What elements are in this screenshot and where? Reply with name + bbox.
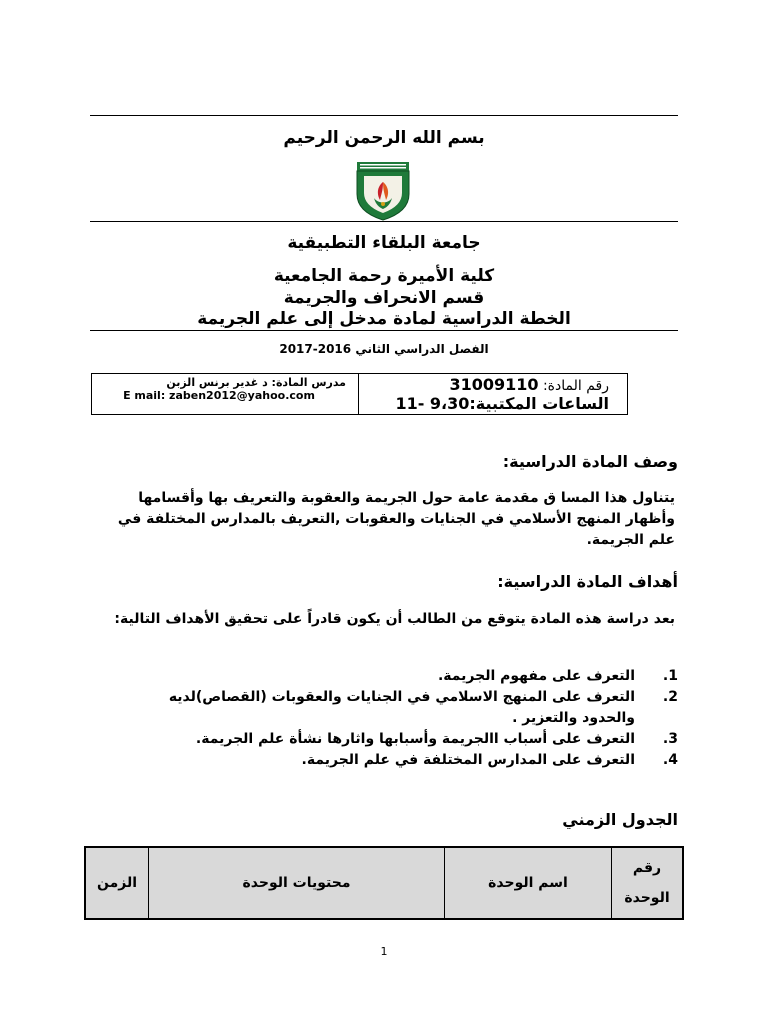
- teacher-cell: [92, 374, 358, 414]
- header-rule: [90, 221, 678, 222]
- goal-number: 3.: [662, 731, 678, 747]
- course-number-label: رقم المادة:: [542, 378, 609, 394]
- column-header-time: الزمن: [85, 847, 149, 919]
- goal-text: التعرف على مفهوم الجريمة.: [437, 668, 635, 684]
- university-name: جامعة البلقاء التطبيقية: [287, 233, 481, 253]
- description-text: يتناول هذا المسا ق مقدمة عامة حول الجريمة والعقوبة والتعريف بها وأقسامها وأظهار المنهج الأسلامي في الجنايات والعقوبات ,التعريف بالمدارس المختلفة في علم الجريمة.: [117, 490, 675, 548]
- course-info-box: [91, 373, 628, 415]
- goal-item: [118, 750, 678, 771]
- course-number: 31009110: [449, 375, 539, 394]
- goal-number: 4.: [662, 752, 678, 768]
- department-name: قسم الانحراف والجريمة: [283, 288, 485, 308]
- page-number: 1: [380, 945, 388, 958]
- goal-text: التعرف على المدارس المختلفة في علم الجريمة.: [301, 752, 635, 768]
- title-rule: [90, 330, 678, 331]
- goals-list: [118, 666, 678, 771]
- description-heading: وصف المادة الدراسية:: [502, 452, 678, 471]
- goal-text: التعرف على المنهج الاسلامي في الجنايات والعقوبات (القصاص)لديه والحدود والتعزير .: [168, 689, 635, 726]
- course-number-line: [359, 375, 609, 394]
- plan-title: الخطة الدراسية لمادة مدخل إلى علم الجريمة: [197, 309, 571, 329]
- goals-intro: بعد دراسة هذه المادة يتوقع من الطالب أن يكون قادراً على تحقيق الأهداف التالية:: [114, 611, 675, 627]
- college-name: كلية الأميرة رحمة الجامعية: [273, 266, 495, 286]
- column-header-unit-number: رقم الوحدة: [612, 847, 684, 919]
- semester: الفصل الدراسي الثاني 2016-2017: [279, 342, 489, 356]
- goals-heading: أهداف المادة الدراسية:: [497, 572, 678, 591]
- teacher-email: E mail: zaben2012@yahoo.com: [123, 389, 315, 402]
- course-cell: [358, 374, 627, 414]
- column-header-unit-name: اسم الوحدة: [445, 847, 612, 919]
- basmala: بسم الله الرحمن الرحيم: [283, 128, 485, 148]
- goal-text: التعرف على أسباب االجريمة وأسبابها واثارها نشأة علم الجريمة.: [195, 731, 635, 747]
- table-header-row: [85, 847, 683, 919]
- column-header-unit-contents: محتويات الوحدة: [149, 847, 445, 919]
- schedule-heading: الجدول الزمني: [562, 810, 678, 829]
- schedule-table: [84, 846, 684, 920]
- top-rule: [90, 115, 678, 116]
- university-logo-icon: [354, 160, 412, 222]
- goal-number: 2.: [662, 689, 678, 705]
- goal-item: [118, 687, 678, 729]
- teacher-name: مدرس المادة: د غدير برنس الزبن: [166, 376, 346, 389]
- goal-item: [118, 729, 678, 750]
- goal-item: [118, 666, 678, 687]
- office-hours: الساعات المكتبية:9،30 -11: [395, 394, 609, 413]
- goal-number: 1.: [662, 668, 678, 684]
